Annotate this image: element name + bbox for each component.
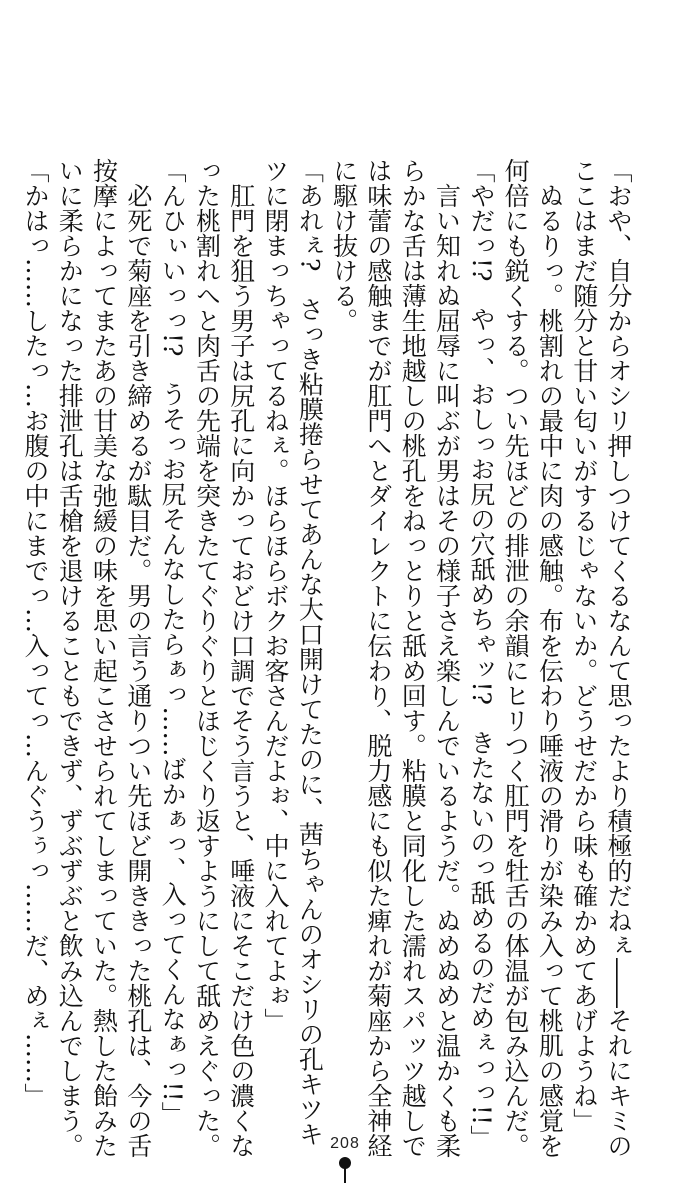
text-line: ツに閉まっちゃってるねぇ。ほらほらボクお客さんだよぉ、中に入れてよぉ」 — [261, 158, 291, 1033]
text-line: 言い知れぬ屈辱に叫ぶが男はその様子さえ楽しんでいるようだ。ぬめぬめと温かくも柔 — [432, 158, 462, 1158]
text-line: 「かはっ……したっ…お腹の中にまでっ…入ってっ…んぐうぅっ……だ、めぇ……」 — [20, 158, 50, 1108]
text-line: 「おや、自分からオシリ押しつけてくるなんて思ったより積極的だねぇ――それにキミの — [604, 158, 633, 1158]
text-line: った桃割れへと肉舌の先端を突きたてぐりぐりとほじくり返すようにして舐めえぐった。 — [192, 158, 222, 1158]
text-line: いに柔らかになった排泄孔は舌槍を退けることもできず、ずぶずぶと飲み込んでしまう。 — [55, 158, 85, 1158]
text-line: 「んひぃいっっ!? うそっお尻そんなしたらぁっ……ばかぁっ、入ってくんなぁっ!!」 — [158, 158, 188, 1127]
text-line: 必死で菊座を引き締めるが駄目だ。男の言う通りつい先ほど開ききった桃孔は、今の舌 — [123, 158, 153, 1158]
text-line: ここはまだ随分と甘い匂いがするじゃないか。どうせだから味も確かめてあげようね」 — [569, 158, 599, 1133]
text-line: 肛門を狙う男子は尻孔に向かっておどけ口調でそう言うと、唾液にそこだけ色の濃くな — [226, 158, 256, 1158]
text-line: は味蕾の感触までが肛門へとダイレクトに伝わり、脱力感にも似た痺れが菊座から全神経 — [363, 158, 393, 1158]
text-line: 「あれぇ? さっき粘膜捲らせてあんな大口開けてたのに、茜ちゃんのオシリの孔キツキ — [295, 158, 325, 1147]
page-marker-icon — [339, 1157, 351, 1183]
text-line: ぬるりっ。桃割れの最中に肉の感触。布を伝わり唾液の滑りが染み入って桃肌の感覚を — [535, 158, 565, 1158]
text-line: に駆け抜ける。 — [329, 158, 359, 333]
page-number: 208 — [330, 1135, 360, 1152]
text-line: 按摩によってまたあの甘美な弛緩の味を思い起こさせられてしまっていた。熱した飴みた — [89, 158, 119, 1158]
marker-stem — [344, 1168, 346, 1183]
text-line: 「やだっ!? やっ、おしっお尻の穴舐めちゃッ!? きたないのっ舐めるのだめぇっっ!!」 — [466, 158, 496, 1150]
text-line: らかな舌は薄生地越しの桃孔をねっとりと舐め回す。粘膜と同化した濡れスパッツ越しで — [398, 158, 428, 1158]
text-line: 何倍にも鋭くする。つい先ほどの排泄の余韻にヒリつく肛門を牡舌の体温が包み込んだ。 — [501, 158, 531, 1158]
